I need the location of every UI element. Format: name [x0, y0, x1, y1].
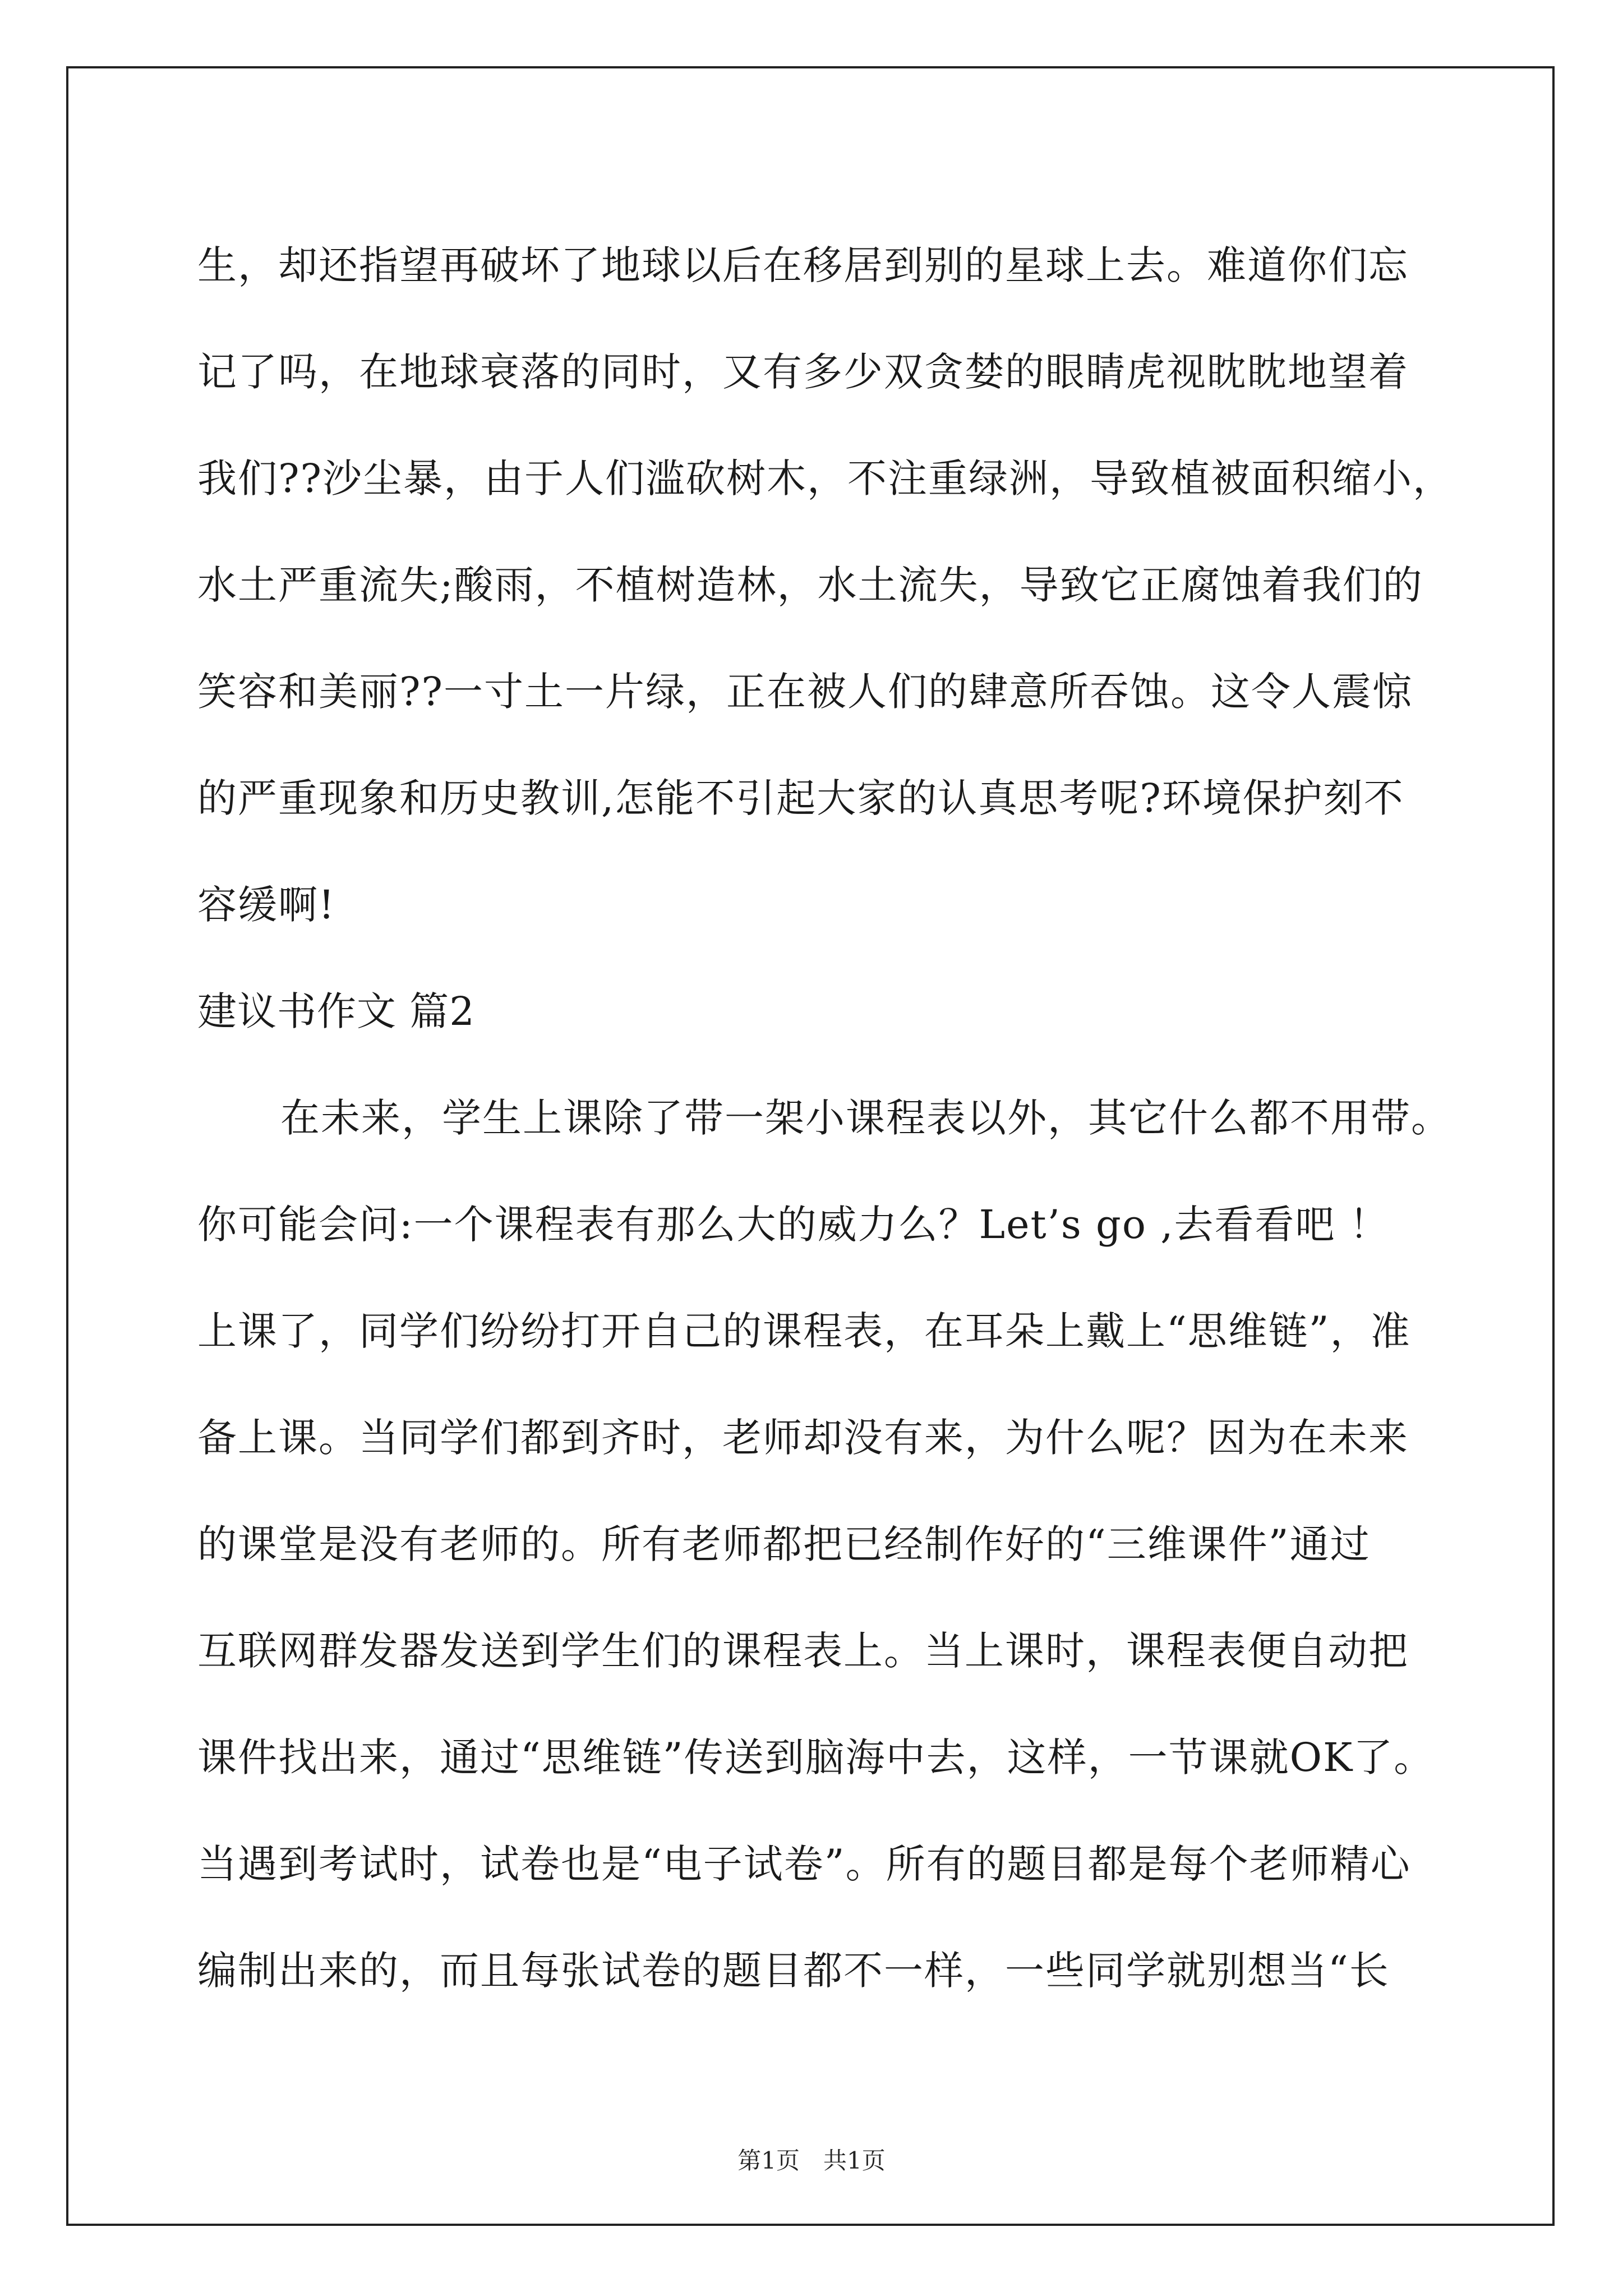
text-line: 生，却还指望再破坏了地球以后在移居到别的星球上去。难道你们忘 — [197, 242, 1409, 288]
section-heading: 建议书作文 篇2 — [197, 988, 475, 1034]
text-line: 的课堂是没有老师的。所有老师都把已经制作好的“三维课件”通过 — [197, 1521, 1371, 1567]
text-line: 的严重现象和历史教训,怎能不引起大家的认真思考呢?环境保护刻不 — [197, 775, 1404, 821]
text-line: 备上课。当同学们都到齐时，老师却没有来，为什么呢？因为在未来 — [197, 1415, 1409, 1461]
text-line: 水土严重流失;酸雨，不植树造林，水土流失，导致它正腐蚀着我们的 — [197, 562, 1423, 608]
document-body — [197, 212, 1454, 2024]
text-line: 当遇到考试时，试卷也是“电子试卷”。所有的题目都是每个老师精心 — [197, 1841, 1411, 1887]
text-line: 我们??沙尘暴，由于人们滥砍树木，不注重绿洲，导致植被面积缩小， — [197, 455, 1454, 501]
page-number-footer: 第1页 共1页 — [737, 2147, 886, 2174]
text-line: 记了吗，在地球衰落的同时，又有多少双贪婪的眼睛虎视眈眈地望着 — [197, 349, 1409, 395]
text-line: 课件找出来，通过“思维链”传送到脑海中去，这样，一节课就OK了。 — [197, 1734, 1435, 1780]
text-line: 上课了，同学们纷纷打开自己的课程表，在耳朵上戴上“思维链”，准 — [197, 1308, 1411, 1354]
paragraph-first-line: 在未来，学生上课除了带一架小课程表以外，其它什么都不用带。 — [280, 1095, 1451, 1141]
text-line: 容缓啊! — [197, 882, 336, 928]
text-line: 你可能会问:一个课程表有那么大的威力么？Let’s go ,去看看吧 ！ — [197, 1202, 1390, 1248]
text-line: 互联网群发器发送到学生们的课程表上。当上课时，课程表便自动把 — [197, 1628, 1409, 1674]
text-line: 编制出来的，而且每张试卷的题目都不一样，一些同学就别想当“长 — [197, 1948, 1390, 1994]
text-line: 笑容和美丽??一寸土一片绿，正在被人们的肆意所吞蚀。这令人震惊 — [197, 669, 1413, 715]
